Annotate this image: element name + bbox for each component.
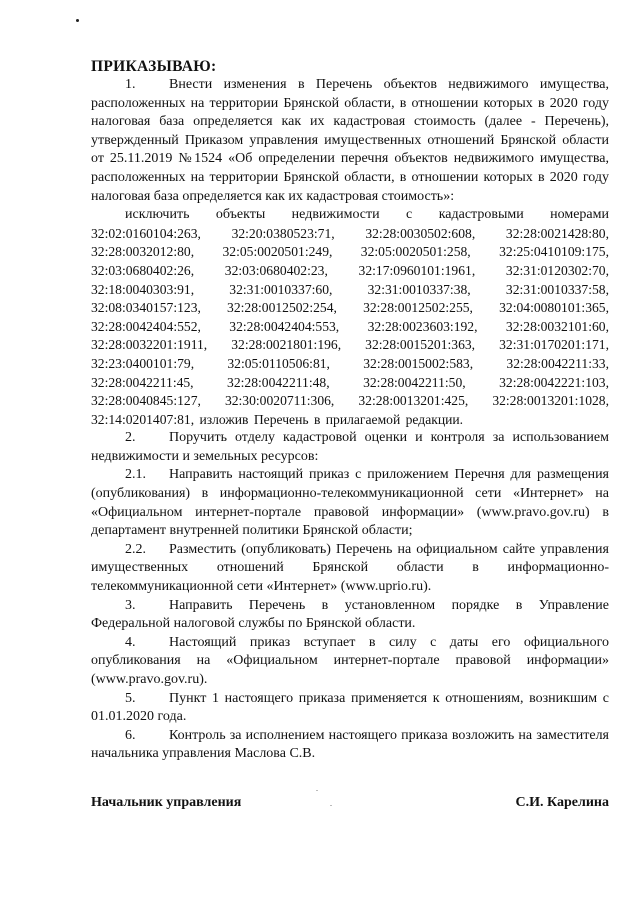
- signature-block: [91, 795, 609, 811]
- signatory-position: Начальник управления: [91, 795, 242, 810]
- item-1-number: 1.: [125, 77, 136, 92]
- item-2-2-text: Разместить (опубликовать) Перечень на официальном сайте управления имущественных отношений Брянской области в информационно-телекоммуникационной сети «Интернет» (www.uprio.ru).: [91, 541, 609, 595]
- scan-speck: [316, 790, 318, 791]
- item-4: [91, 634, 609, 690]
- item-2-1: [91, 466, 609, 540]
- item-1: [91, 76, 609, 206]
- item-2-text: Поручить отделу кадастровой оценки и контроля за использованием недвижимости и земельных ресурсов:: [91, 430, 609, 464]
- item-2-2: [91, 541, 609, 597]
- cadastral-numbers-list: 32:02:0160104:263, 32:20:0380523:71, 32:28:0030502:608, 32:28:0021428:80, 32:28:0032012:80, 32:05:0020501:249, 32:05:0020501:258, 32:25:0410109:175, 32:03:0680402:26, 32:03:0680402:23, 32:17:0960101:1961, 32:31:0120302:70, 32:18:0040303:91, 32:31:0010337:60, 32:31:0010337:38, 32:31:0010337:58, 32:08:0340157:123, 32:28:0012502:254, 32:28:0012502:255, 32:04:0080101:365, 32:28:0042404:552, 32:28:0042404:553, 32:28:0023603:192, 32:28:0032101:60, 32:28:0032201:1911, 32:28:0021801:196, 32:28:0015201:363, 32:31:0170201:171, 32:23:0400101:79, 32:05:0110506:81, 32:28:0015002:583, 32:28:0042211:33, 32:28:0042211:45, 32:28:0042211:48, 32:28:0042211:50, 32:28:0042221:103, 32:28:0040845:127, 32:30:0020711:306, 32:28:0013201:425, 32:28:0013201:1028, 32:14:0201407:81, изложив Перечень в прилагаемой редакции.: [91, 225, 609, 427]
- item-1-exclude-intro: исключить объекты недвижимости с кадастровыми номерами: [125, 207, 609, 223]
- item-5-text: Пункт 1 настоящего приказа применяется к отношениям, возникшим с 01.01.2020 года.: [91, 690, 609, 725]
- scan-speck: [330, 805, 332, 806]
- item-2: [91, 429, 609, 466]
- signatory-name: С.И. Карелина: [515, 795, 609, 810]
- item-6: [91, 727, 609, 764]
- order-body: [91, 58, 609, 764]
- item-3-number: 3.: [125, 597, 136, 613]
- item-3-text: Направить Перечень в установленном порядке в Управление Федеральной налоговой службы по Брянской области.: [91, 597, 609, 632]
- item-2-2-number: 2.2.: [125, 541, 146, 557]
- item-2-1-text: Направить настоящий приказ с приложением Перечня для размещения (опубликования) в информационно-телекоммуникационной сети «Интернет» на «Официальном интернет-портале правовой информации» (www.pravo.gov.ru) в департамент внутренней политики Брянской области;: [91, 467, 609, 539]
- order-heading: ПРИКАЗЫВАЮ:: [91, 58, 217, 75]
- item-5: [91, 690, 609, 727]
- item-2-1-number: 2.1.: [125, 467, 146, 483]
- item-5-number: 5.: [125, 690, 136, 706]
- item-4-text: Настоящий приказ вступает в силу с даты его официального опубликования на «Официальном интернет-портале правовой информации» (www.pravo.gov.ru).: [91, 634, 609, 687]
- item-1-text: Внести изменения в Перечень объектов недвижимого имущества, расположенных на территории Брянской области, в отношении которых в 2020 году налоговая база определяется как их кадастровая стоимость (далее - Перечень), утвержденный Приказом управления имущественных отношений Брянской области от 25.11.2019 №1524 «Об определении перечня объектов недвижимого имущества, расположенных на территории Брянской области, в отношении которых в 2020 году налоговая база определяется как их кадастровая стоимость»:: [91, 77, 609, 204]
- item-4-number: 4.: [125, 634, 136, 650]
- scan-dot: [76, 19, 79, 22]
- item-2-number: 2.: [125, 430, 136, 446]
- item-6-text: Контроль за исполнением настоящего приказа возложить на заместителя начальника управления Маслова С.В.: [91, 727, 609, 762]
- item-3: [91, 597, 609, 634]
- item-6-number: 6.: [125, 727, 136, 743]
